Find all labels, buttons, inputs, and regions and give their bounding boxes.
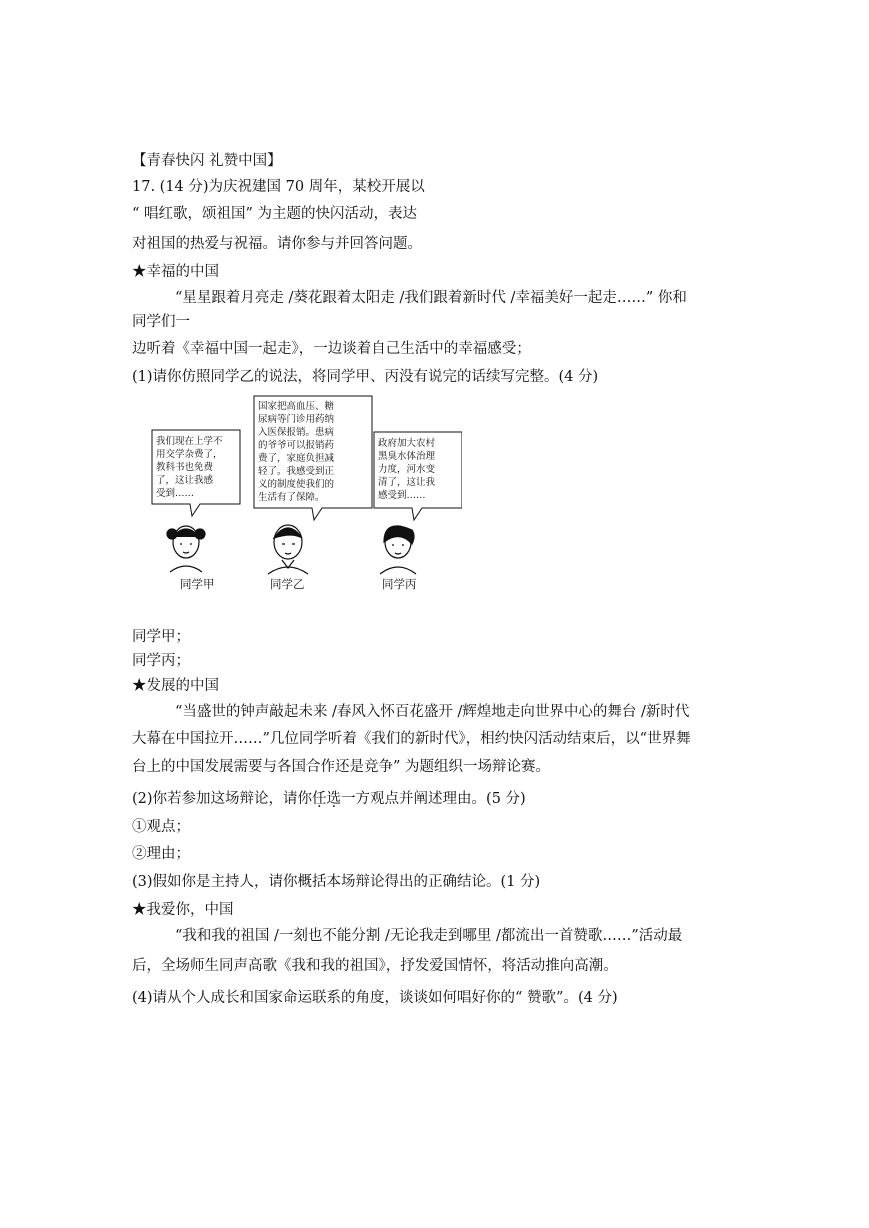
bubble-c-line: 黑臭水体治理 <box>378 451 436 462</box>
love-heading: ★我爱你，中国 <box>132 902 234 918</box>
speech-bubble-c <box>374 432 462 520</box>
develop-heading: ★发展的中国 <box>132 678 219 694</box>
q17-line3: 对祖国的热爱与祝福。请你参与并回答问题。 <box>132 236 422 252</box>
bubble-c-line: 政府加大农村 <box>378 438 436 449</box>
happy-para2: 同学们一 <box>132 314 190 330</box>
happy-heading: ★幸福的中国 <box>132 264 219 280</box>
emphasis-char: 任 <box>312 791 327 807</box>
bubble-b-line: 轻了。我感受到正 <box>258 466 335 477</box>
bubble-a-line: 用交学杂费了， <box>156 449 223 460</box>
reason-label: ②理由； <box>132 846 190 862</box>
bubble-a-line: 我们现在上学不 <box>156 436 223 447</box>
speech-bubble-a <box>152 430 240 516</box>
bubble-b-line: 生活有了保障。 <box>258 492 325 503</box>
q17-line1: 17. (14 分)为庆祝建国 70 周年，某校开展以 <box>132 179 425 195</box>
bubble-c-line: 感受到…… <box>378 490 426 501</box>
bubble-c-line: 清了，这让我 <box>378 477 436 488</box>
answer-student-a: 同学甲； <box>132 629 190 645</box>
label-student-a: 同学甲 <box>180 577 215 591</box>
question-2 <box>132 790 526 808</box>
bubble-b-line: 尿病等门诊用药纳 <box>258 414 335 425</box>
develop-para1: “当盛世的钟声敲起未来 /春风入怀百花盛开 /辉煌地走向世界中心的舞台 /新时代 <box>175 704 690 720</box>
student-a-figure <box>167 526 205 572</box>
question-1: (1)请你仿照同学乙的说法，将同学甲、丙没有说完的话续写完整。(4 分) <box>132 369 599 385</box>
section-title: 【青春快闪 礼赞中国】 <box>132 153 282 169</box>
bubble-b-line: 的爷爷可以报销药 <box>258 440 335 451</box>
bubble-b-line: 国家把高血压、糖 <box>258 401 335 412</box>
question-2-pre: (2)你若参加这场辩论，请你 <box>132 791 313 807</box>
bubble-b-line: 入医保报销。患病 <box>258 427 335 438</box>
label-student-b: 同学乙 <box>270 577 305 591</box>
label-student-c: 同学丙 <box>382 577 417 591</box>
bubble-b-line: 义的制度使我们的 <box>258 479 335 490</box>
question-4: (4)请从个人成长和国家命运联系的角度，谈谈如何唱好你的“ 赞歌”。(4 分) <box>132 990 618 1006</box>
students-illustration <box>150 392 462 594</box>
emphasis-char: 选 <box>326 791 342 807</box>
love-para1: “我和我的祖国 /一刻也不能分割 /无论我走到哪里 /都流出一首赞歌……”活动最 <box>175 928 683 944</box>
student-b-figure <box>268 525 308 574</box>
love-para2: 后，全场师生同声高歌《我和我的祖国》，抒发爱国情怀，将活动推向高潮。 <box>132 958 618 974</box>
bubble-b-line: 费了，家庭负担减 <box>258 453 335 464</box>
bubble-a-line: 教科书也免费 <box>156 462 214 473</box>
answer-student-c: 同学丙； <box>132 653 190 669</box>
develop-para3: 台上的中国发展需要与各国合作还是竞争” 为题组织一场辩论赛。 <box>132 759 551 775</box>
bubble-a-line: 了，这让我感 <box>156 475 214 486</box>
develop-para2: 大幕在中国拉开……”几位同学听着《我们的新时代》，相约快闪活动结束后，以“世界舞 <box>132 731 691 747</box>
happy-para1: “星星跟着月亮走 /葵花跟着太阳走 /我们跟着新时代 /幸福美好一起走……” 你和 <box>175 290 687 306</box>
question-3: (3)假如你是主持人，请你概括本场辩论得出的正确结论。(1 分) <box>132 874 541 890</box>
question-2-post: 一方观点并阐述理由。(5 分) <box>341 791 526 807</box>
happy-para3: 边听着《幸福中国一起走》，一边谈着自己生活中的幸福感受； <box>132 341 531 357</box>
bubble-c-line: 力度，河水变 <box>378 464 436 475</box>
student-c-figure <box>380 526 416 574</box>
speech-bubble-b <box>254 396 372 520</box>
viewpoint-label: ①观点； <box>132 819 190 835</box>
q17-line2: “ 唱红歌，颂祖国” 为主题的快闪活动，表达 <box>132 206 418 222</box>
bubble-a-line: 受到…… <box>156 488 195 499</box>
